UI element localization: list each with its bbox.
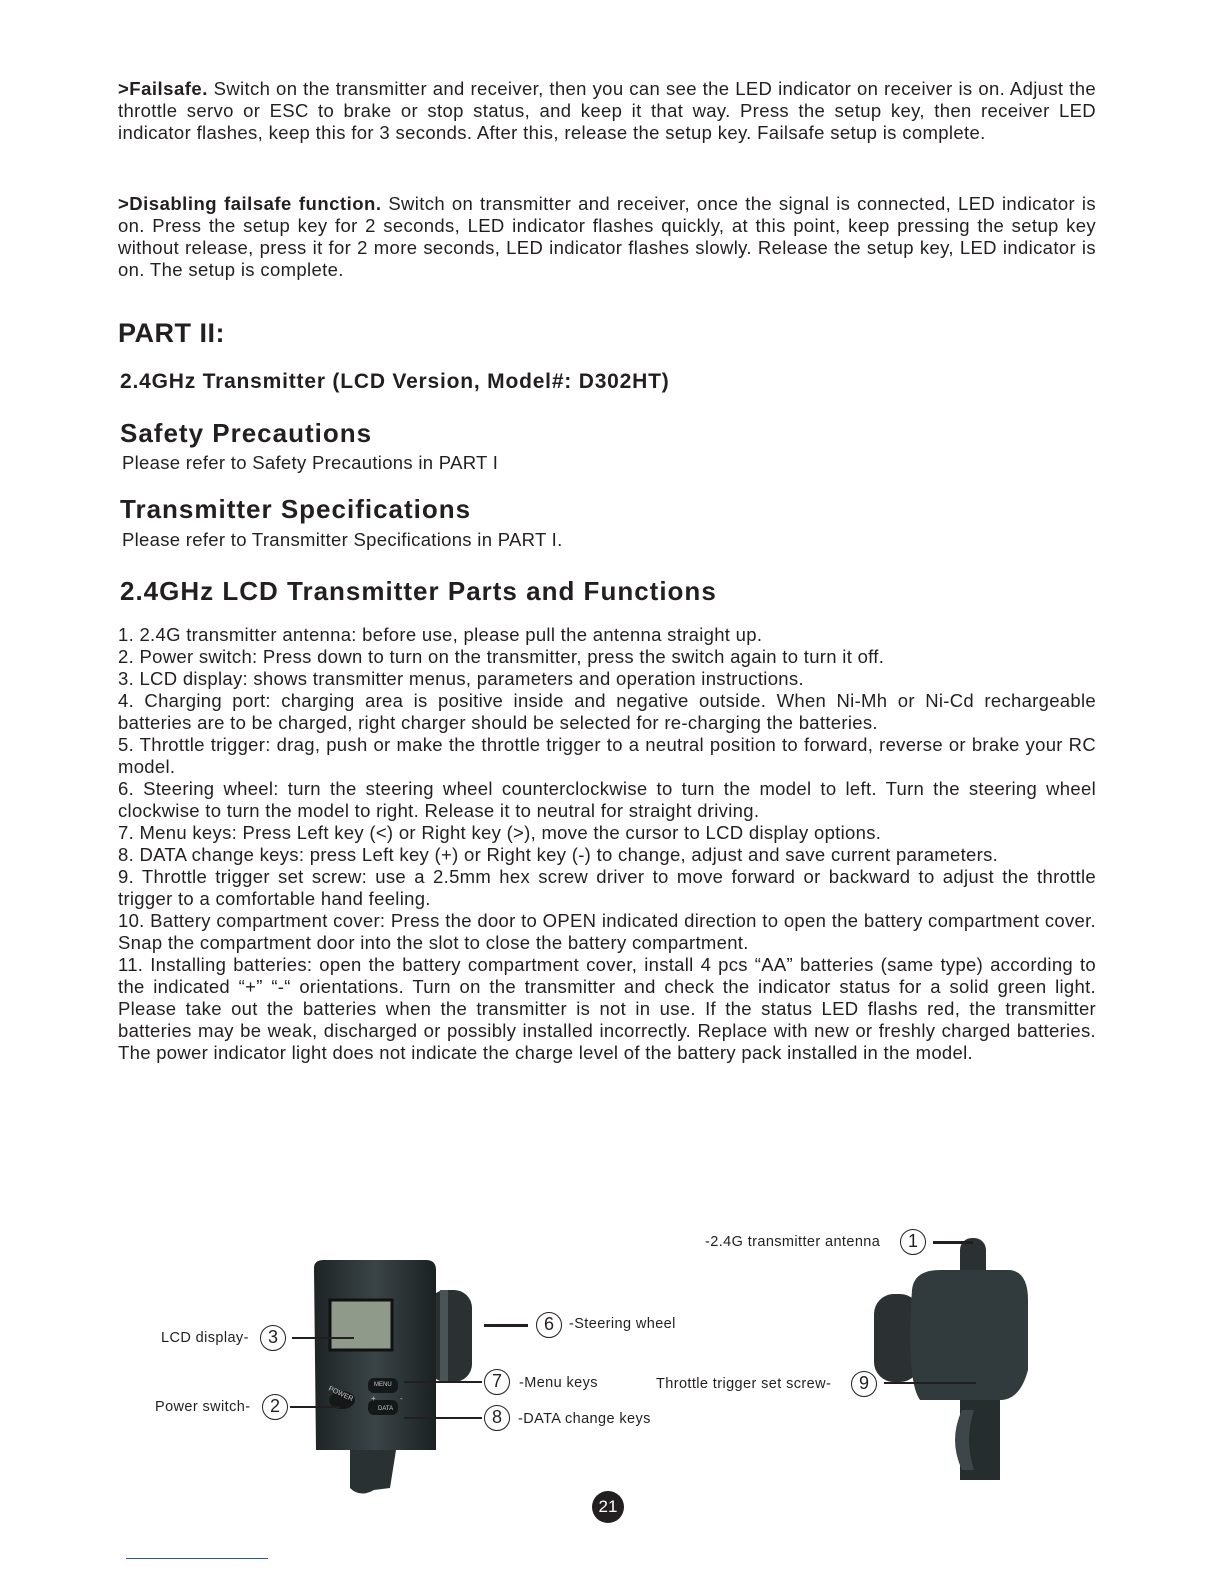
- failsafe-paragraph: [118, 78, 1096, 144]
- data-label: DATA: [378, 1406, 394, 1412]
- disabling-heading: >Disabling failsafe function.: [118, 193, 382, 214]
- list-item: 7. Menu keys: Press Left key (<) or Right key (>), move the cursor to LCD display options.: [118, 822, 882, 843]
- leader-line-menu: [404, 1381, 482, 1383]
- leader-line-data: [404, 1417, 482, 1419]
- part-heading: PART II:: [118, 318, 225, 348]
- disabling-failsafe-paragraph: [118, 193, 1096, 281]
- list-item: 6. Steering wheel: turn the steering wheel counterclockwise to turn the model to left. Turn the steering wheel clockwise to turn the model to right. Release it to neutral for straight driving.: [118, 778, 1096, 821]
- transmitter-figure: [0, 1210, 1224, 1510]
- specs-heading: Transmitter Specifications: [120, 494, 472, 524]
- label-lcd-display: LCD display-: [161, 1330, 249, 1346]
- list-item: 11. Installing batteries: open the battery compartment cover, install 4 pcs “AA” batteries (same type) according to the indicated “+” “-“ orientations. Turn on the transmitter and check the indicator status for a solid green light. Please take out the batteries when the transmitter is not in use. If the status LED flashs red, the transmitter batteries may be weak, discharged or possibly installed incorrectly. Replace with new or freshly charged batteries. The power indicator light does not indicate the charge level of the battery pack installed in the model.: [118, 954, 1096, 1063]
- safety-heading: Safety Precautions: [120, 418, 373, 448]
- list-item: 10. Battery compartment cover: Press the door to OPEN indicated direction to open the battery compartment cover. Snap the compartment door into the slot to close the battery compartment.: [118, 910, 1096, 953]
- specs-text: Please refer to Transmitter Specifications in PART I.: [122, 529, 563, 550]
- disabling-text: Switch on transmitter and receiver, once the signal is connected, LED indicator is on. Press the setup key for 2 seconds, LED indicator flashes quickly, at this point, keep pressing the setup key without release, press it for 2 more seconds, LED indicator flashes slowly. Release the setup key, LED indicator is on. The setup is complete.: [118, 193, 1096, 280]
- leader-line-power: [290, 1406, 340, 1408]
- list-item: 5. Throttle trigger: drag, push or make the throttle trigger to a neutral position to forward, reverse or brake your RC model.: [118, 734, 1096, 777]
- callout-9: 9: [851, 1371, 877, 1397]
- label-throttle-screw: Throttle trigger set screw-: [656, 1376, 832, 1392]
- list-item: 8. DATA change keys: press Left key (+) or Right key (-) to change, adjust and save current parameters.: [118, 844, 999, 865]
- list-item: 4. Charging port: charging area is positive inside and negative outside. When Ni-Mh or Ni-Cd rechargeable batteries are to be charged, right charger should be selected for re-charging the batteries.: [118, 690, 1096, 733]
- plus-label: +: [371, 1394, 376, 1403]
- safety-text: Please refer to Safety Precautions in PART I: [122, 452, 499, 473]
- leader-line-steering: [484, 1324, 528, 1327]
- lcd-screen: [330, 1300, 392, 1350]
- leader-line-lcd: [292, 1337, 354, 1339]
- list-item: 3. LCD display: shows transmitter menus, parameters and operation instructions.: [118, 668, 804, 689]
- label-data-change-keys: -DATA change keys: [518, 1411, 651, 1427]
- list-item: 1. 2.4G transmitter antenna: before use, please pull the antenna straight up.: [118, 624, 763, 645]
- callout-7: 7: [484, 1369, 510, 1395]
- side-body: [910, 1270, 1028, 1400]
- parts-heading: 2.4GHz LCD Transmitter Parts and Functions: [120, 576, 717, 606]
- list-item: 9. Throttle trigger set screw: use a 2.5mm hex screw driver to move forward or backward to adjust the throttle trigger to a comfortable hand feeling.: [118, 866, 1096, 909]
- label-power-switch: Power switch-: [155, 1399, 251, 1415]
- page-number: 21: [592, 1491, 624, 1523]
- model-title: 2.4GHz Transmitter (LCD Version, Model#: D302HT): [120, 370, 670, 393]
- steering-wheel-highlight: [440, 1290, 448, 1382]
- menu-label: MENU: [374, 1382, 392, 1388]
- transmitter-front-view: [300, 1260, 480, 1500]
- transmitter-side-view: [860, 1230, 1040, 1490]
- failsafe-heading: >Failsafe.: [118, 78, 208, 99]
- failsafe-text: Switch on the transmitter and receiver, then you can see the LED indicator on receiver is on. Adjust the throttle servo or ESC to brake or stop status, and keep it that way. Press the setup key, then receiver LED indicator flashes, keep this for 3 seconds. After this, release the setup key. Failsafe setup is complete.: [118, 78, 1096, 143]
- parts-list: [118, 624, 1096, 1064]
- list-item: 2. Power switch: Press down to turn on the transmitter, press the switch again to turn it off.: [118, 646, 885, 667]
- callout-2: 2: [262, 1394, 288, 1420]
- minus-label: -: [400, 1394, 403, 1403]
- power-label: POWER: [327, 1385, 355, 1403]
- label-antenna: -2.4G transmitter antenna: [705, 1234, 881, 1250]
- callout-6: 6: [536, 1312, 562, 1338]
- grip-handle: [350, 1450, 396, 1494]
- label-steering-wheel: -Steering wheel: [569, 1316, 676, 1332]
- callout-3: 3: [260, 1325, 286, 1351]
- transmitter-body: [314, 1260, 436, 1450]
- label-menu-keys: -Menu keys: [519, 1375, 598, 1391]
- callout-8: 8: [484, 1405, 510, 1431]
- leader-line-antenna: [933, 1241, 973, 1244]
- callout-1: 1: [900, 1229, 926, 1255]
- footer-rule: [126, 1558, 268, 1559]
- leader-line-screw: [884, 1382, 976, 1384]
